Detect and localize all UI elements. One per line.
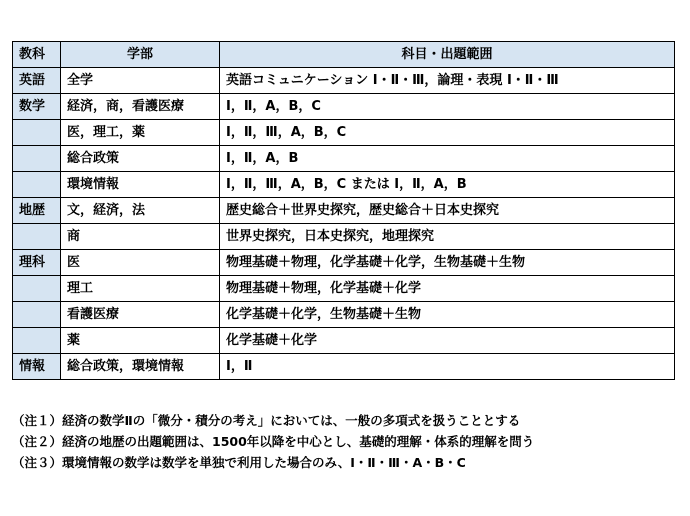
cell-subject [13,328,61,354]
note-line: （注３）環境情報の数学は数学を単独で利用した場合のみ、Ⅰ・Ⅱ・Ⅲ・A・B・C [12,455,466,470]
cell-scope: 物理基礎＋物理，化学基礎＋化学 [220,276,675,302]
cell-scope: 物理基礎＋物理，化学基礎＋化学，生物基礎＋生物 [220,250,675,276]
cell-scope: Ⅰ，Ⅱ，A，B [220,146,675,172]
cell-subject [13,276,61,302]
table-body [13,68,675,380]
header-faculty: 学部 [61,42,220,68]
cell-scope: 化学基礎＋化学，生物基礎＋生物 [220,302,675,328]
cell-subject: 理科 [13,250,61,276]
cell-subject: 数学 [13,94,61,120]
table-row [13,146,675,172]
cell-scope: 化学基礎＋化学 [220,328,675,354]
cell-scope: 歴史総合＋世界史探究，歴史総合＋日本史探究 [220,198,675,224]
exam-scope-table [12,41,675,380]
cell-faculty: 文，経済，法 [61,198,220,224]
cell-scope: 英語コミュニケーション Ⅰ・Ⅱ・Ⅲ，論理・表現 Ⅰ・Ⅱ・Ⅲ [220,68,675,94]
cell-faculty: 薬 [61,328,220,354]
cell-subject [13,302,61,328]
cell-subject [13,172,61,198]
table-header-row [13,42,675,68]
table-row [13,198,675,224]
cell-scope: Ⅰ，Ⅱ，Ⅲ，A，B，C または Ⅰ，Ⅱ，A，B [220,172,675,198]
cell-subject [13,224,61,250]
notes-section [12,410,682,473]
note-line: （注１）経済の数学Ⅱの「微分・積分の考え」においては、一般の多項式を扱うこととする [12,413,521,428]
cell-faculty: 商 [61,224,220,250]
cell-faculty: 総合政策 [61,146,220,172]
note-line: （注２）経済の地歴の出題範囲は、1500年以降を中心とし、基礎的理解・体系的理解を問う [12,434,535,449]
cell-faculty: 医，理工，薬 [61,120,220,146]
cell-subject [13,146,61,172]
cell-subject: 情報 [13,354,61,380]
cell-faculty: 看護医療 [61,302,220,328]
table-row [13,68,675,94]
table-row [13,172,675,198]
cell-faculty: 理工 [61,276,220,302]
header-subject: 教科 [13,42,61,68]
cell-scope: 世界史探究，日本史探究，地理探究 [220,224,675,250]
table-row [13,354,675,380]
cell-faculty: 環境情報 [61,172,220,198]
cell-subject: 地歴 [13,198,61,224]
cell-scope: Ⅰ，Ⅱ，A，B，C [220,94,675,120]
table-row [13,224,675,250]
table-row [13,120,675,146]
cell-subject [13,120,61,146]
cell-subject: 英語 [13,68,61,94]
cell-faculty: 全学 [61,68,220,94]
table-row [13,94,675,120]
table-row [13,302,675,328]
header-scope: 科目・出題範囲 [220,42,675,68]
cell-scope: Ⅰ，Ⅱ，Ⅲ，A，B，C [220,120,675,146]
cell-faculty: 総合政策，環境情報 [61,354,220,380]
cell-faculty: 医 [61,250,220,276]
table-row [13,328,675,354]
cell-faculty: 経済，商，看護医療 [61,94,220,120]
table-row [13,276,675,302]
table-row [13,250,675,276]
cell-scope: Ⅰ，Ⅱ [220,354,675,380]
